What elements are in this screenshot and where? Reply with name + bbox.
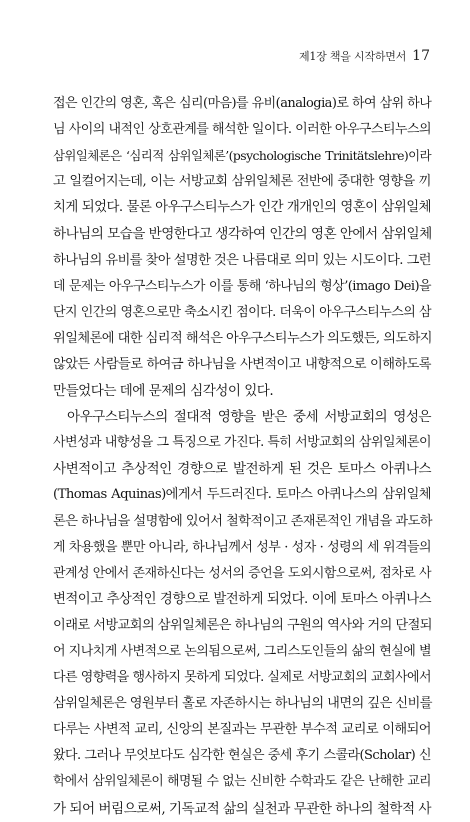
text-line: 왔다. 그러나 무엇보다도 심각한 현실은 중세 후기 스콜라(Scholar) 신 (53, 748, 431, 764)
text-line: 학에서 삼위일체론이 해명될 수 없는 신비한 수학과도 같은 난해한 교리 (53, 774, 431, 790)
text-line: 다른 영향력을 행사하지 못하게 되었다. 실제로 서방교회의 교회사에서 (53, 670, 431, 686)
text-line: 만들었다는 데에 문제의 심각성이 있다. (53, 383, 274, 400)
text-line: 사변성과 내향성을 그 특징으로 가진다. 특히 서방교회의 삼위일체론이 (53, 435, 431, 451)
text-line: 변적이고 추상적인 경향으로 발전하게 되었다. 이에 토마스 아퀴나스 (53, 591, 431, 607)
text-line: 않았든 사람들로 하여금 하나님을 사변적이고 내향적으로 이해하도록 (53, 356, 431, 372)
text-line: 론은 하나님을 설명함에 있어서 철학적이고 존재론적인 개념을 과도하 (53, 513, 432, 529)
text-line: 치게 되었다. 물론 아우구스티누스가 인간 개개인의 영혼이 삼위일체 (53, 200, 431, 216)
text-line: 삼위일체론은 영원부터 홀로 자존하시는 하나님의 내면의 깊은 신비를 (53, 696, 432, 712)
text-line: 이래로 서방교회의 삼위일체론은 하나님의 구원의 역사와 거의 단절되 (53, 617, 432, 633)
body-text (53, 91, 431, 822)
text-line: 하나님의 모습을 반영한다고 생각하여 인간의 영혼 안에서 삼위일체 (53, 226, 432, 243)
text-line: 고 일컬어지는데, 이는 서방교회 삼위일체론 전반에 중대한 영향을 끼 (53, 174, 431, 190)
text-line: 단지 인간의 영혼으로만 축소시킨 점이다. 더욱이 아우구스티누스의 삼 (53, 304, 431, 320)
running-header (299, 48, 430, 64)
text-line: 하나님의 유비를 찾아 설명한 것은 나름대로 의미 있는 시도이다. 그런 (53, 252, 431, 268)
text-line: 가 되어 버림으로써, 기독교적 삶의 실천과 무관한 하나의 철학적 사 (53, 800, 431, 817)
text-line: 어 지나치게 사변적으로 논의됨으로써, 그리스도인들의 삶의 현실에 별 (53, 643, 431, 659)
text-line: 위일체론에 대한 심리적 해석은 아우구스티누스가 의도했든, 의도하지 (53, 330, 432, 346)
text-line: 님 사이의 내적인 상호관계를 해석한 일이다. 이러한 아우구스티누스의 (53, 122, 431, 138)
text-line: 관계성 안에서 존재하신다는 성서의 증언을 도외시함으로써, 점차로 사 (53, 565, 431, 581)
text-line: 사변적이고 추상적인 경향으로 발전하게 된 것은 토마스 아퀴나스 (53, 461, 431, 478)
text-line: 다루는 사변적 교리, 신앙의 본질과는 무관한 부수적 교리로 이해되어 (53, 722, 431, 738)
text-line: (Thomas Aquinas)에게서 두드러진다. 토마스 아퀴나스의 삼위일체 (53, 487, 431, 503)
text-line: 삼위일체론은 ‘심리적 삼위일체론’(psychologische Trinitätslehre)이라 (53, 148, 431, 164)
chapter-title: 제1장 책을 시작하면서 (298, 50, 407, 63)
text-line: 접은 인간의 영혼, 혹은 심리(마음)를 유비(analogia)로 하여 삼위 하나 (53, 96, 432, 111)
page-number: 17 (412, 48, 430, 64)
text-line: 데 문제는 아우구스티누스가 이를 통해 ‘하나님의 형상’(imago Dei)을 (53, 278, 431, 294)
text-line: 게 차용했을 뿐만 아니라, 하나님께서 성부 · 성자 · 성령의 세 위격들의 (53, 539, 431, 555)
text-line: 아우구스티누스의 절대적 영향을 받은 중세 서방교회의 영성은 (67, 409, 431, 426)
